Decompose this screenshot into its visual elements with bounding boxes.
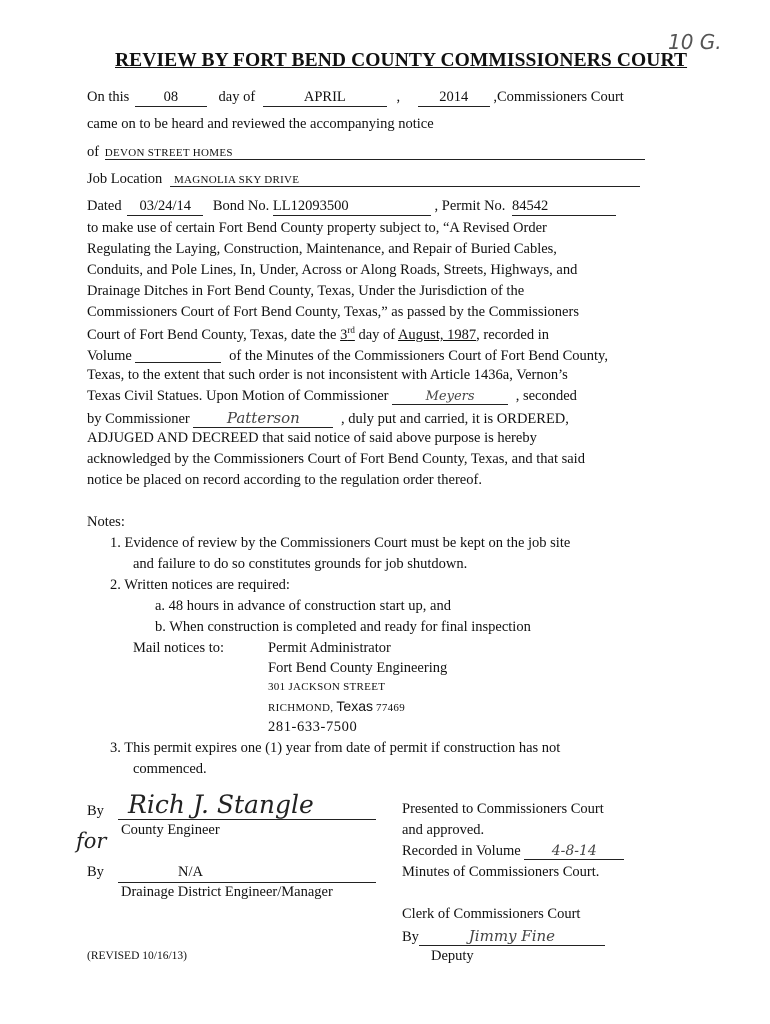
note-1-line-1: 1. Evidence of review by the Commissioners Court must be kept on the job site xyxy=(110,535,571,551)
approved-text: and approved. xyxy=(402,822,485,838)
body-line-8: Texas, to the extent that such order is not inconsistent with Article 1436a, Vernon’s xyxy=(87,367,568,383)
recorded-label: Recorded in Volume xyxy=(402,843,521,859)
body-line-4: Drainage Ditches in Fort Bend County, Texas, Under the Jurisdiction of the xyxy=(87,283,525,299)
body-line-6-day: 3rd xyxy=(340,325,355,343)
page-title: REVIEW BY FORT BEND COUNTY COMMISSIONERS COURT xyxy=(115,50,688,71)
body-line-7b: of the Minutes of the Commissioners Court of Fort Bend County, xyxy=(229,348,608,364)
motion-label: Texas Civil Statues. Upon Motion of Commissioner xyxy=(87,388,389,404)
month-field: APRIL xyxy=(263,89,387,107)
heard-line: came on to be heard and reviewed the accompanying notice xyxy=(87,116,434,132)
notes-heading: Notes: xyxy=(87,514,125,530)
address-line-1: Permit Administrator xyxy=(268,640,391,656)
dated-field: 03/24/14 xyxy=(127,198,203,216)
permit-field: 84542 xyxy=(512,198,616,216)
by-label-1: By xyxy=(87,803,104,819)
day-field: 08 xyxy=(135,89,207,107)
comma: , xyxy=(396,89,401,105)
volume-label: Volume xyxy=(87,348,132,364)
applicant-field: DEVON STREET HOMES xyxy=(105,147,645,160)
dated-label: Dated xyxy=(87,198,122,214)
presented-text: Presented to Commissioners Court xyxy=(402,801,604,817)
bond-label: Bond No. xyxy=(212,198,270,214)
bond-field: LL12093500 xyxy=(273,198,431,216)
revision-note: (REVISED 10/16/13) xyxy=(87,950,187,962)
signature-line-1 xyxy=(118,819,376,820)
motion-commissioner-signature: Meyers xyxy=(392,389,508,405)
body-line-13: notice be placed on record according to the regulation order thereof. xyxy=(87,472,482,488)
job-location-field: MAGNOLIA SKY DRIVE xyxy=(170,174,640,187)
second-commissioner-signature: Patterson xyxy=(193,409,333,428)
body-line-3: Conduits, and Pole Lines, In, Under, Across or Along Roads, Streets, Highways, and xyxy=(87,262,578,278)
body-line-2: Regulating the Laying, Construction, Maintenance, and Repair of Buried Cables, xyxy=(87,241,557,257)
seconded-label: , seconded xyxy=(515,388,577,404)
by-label-2: By xyxy=(87,864,104,880)
signature-line-2 xyxy=(118,882,376,883)
note-2a: a. 48 hours in advance of construction start up, and xyxy=(155,598,451,614)
handwritten-corner-note: 10 G. xyxy=(668,30,722,54)
note-2b: b. When construction is completed and ready for final inspection xyxy=(155,619,531,635)
date-line xyxy=(87,89,624,107)
day-of-label: day of xyxy=(218,89,256,105)
for-handwriting: for xyxy=(76,829,107,853)
note-3-line-1: 3. This permit expires one (1) year from date of permit if construction has not xyxy=(110,740,561,756)
body-line-12: acknowledged by the Commissioners Court of Fort Bend County, Texas, and that said xyxy=(87,451,585,467)
body-line-10 xyxy=(87,409,569,428)
commissioners-court-label: ,Commissioners Court xyxy=(493,89,624,105)
clerk-signature-line xyxy=(402,927,605,946)
address-line-2: Fort Bend County Engineering xyxy=(268,660,448,676)
year-field: 2014 xyxy=(418,89,490,107)
of-label: of xyxy=(87,144,100,160)
body-line-6a: Court of Fort Bend County, Texas, date the xyxy=(87,326,341,343)
address-zip: 77469 xyxy=(372,702,406,714)
permit-label: , Permit No. xyxy=(434,198,506,214)
minutes-text: Minutes of Commissioners Court. xyxy=(402,864,600,880)
body-line-6f: , recorded in xyxy=(476,326,549,343)
drainage-signature-na: N/A xyxy=(178,864,203,880)
recorded-date-handwriting: 4-8-14 xyxy=(524,843,624,860)
body-line-6d: day of xyxy=(354,326,398,343)
ordered-text: , duly put and carried, it is ORDERED, xyxy=(340,411,569,427)
address-state: Texas xyxy=(336,698,373,714)
body-line-9 xyxy=(87,388,577,405)
recorded-line xyxy=(402,843,624,860)
note-2: 2. Written notices are required: xyxy=(110,577,290,593)
clerk-signature: Jimmy Fine xyxy=(419,927,605,946)
county-engineer-label: County Engineer xyxy=(121,822,220,838)
body-line-11: ADJUGED AND DECREED that said notice of said above purpose is hereby xyxy=(87,430,537,446)
body-line-5: Commissioners Court of Fort Bend County, Texas,” as passed by the Commissioners xyxy=(87,304,579,320)
address-line-4 xyxy=(268,698,405,716)
volume-field xyxy=(135,346,221,363)
address-line-3: 301 JACKSON STREET xyxy=(268,681,386,693)
phone-number: 281-633-7500 xyxy=(268,719,358,735)
mail-notices-label: Mail notices to: xyxy=(133,640,225,656)
by-commissioner-label: by Commissioner xyxy=(87,411,190,427)
body-line-7 xyxy=(87,346,608,365)
note-1-line-2: and failure to do so constitutes grounds for job shutdown. xyxy=(133,556,468,572)
deputy-label: Deputy xyxy=(431,948,474,964)
body-line-1: to make use of certain Fort Bend County property subject to, “A Revised Order xyxy=(87,220,547,236)
on-this-label: On this xyxy=(87,89,130,105)
address-city: RICHMOND, xyxy=(268,702,337,714)
dated-line xyxy=(87,198,616,216)
drainage-engineer-label: Drainage District Engineer/Manager xyxy=(121,884,333,900)
body-line-6-date: August, 1987 xyxy=(397,326,477,343)
job-location-line xyxy=(87,171,640,188)
by-label-3: By xyxy=(402,929,419,945)
job-location-label: Job Location xyxy=(87,171,163,187)
body-line-6 xyxy=(87,325,549,344)
county-engineer-signature: Rich J. Stangle xyxy=(128,790,314,819)
note-3-line-2: commenced. xyxy=(133,761,207,777)
applicant-line xyxy=(87,144,645,161)
clerk-label: Clerk of Commissioners Court xyxy=(402,906,581,922)
